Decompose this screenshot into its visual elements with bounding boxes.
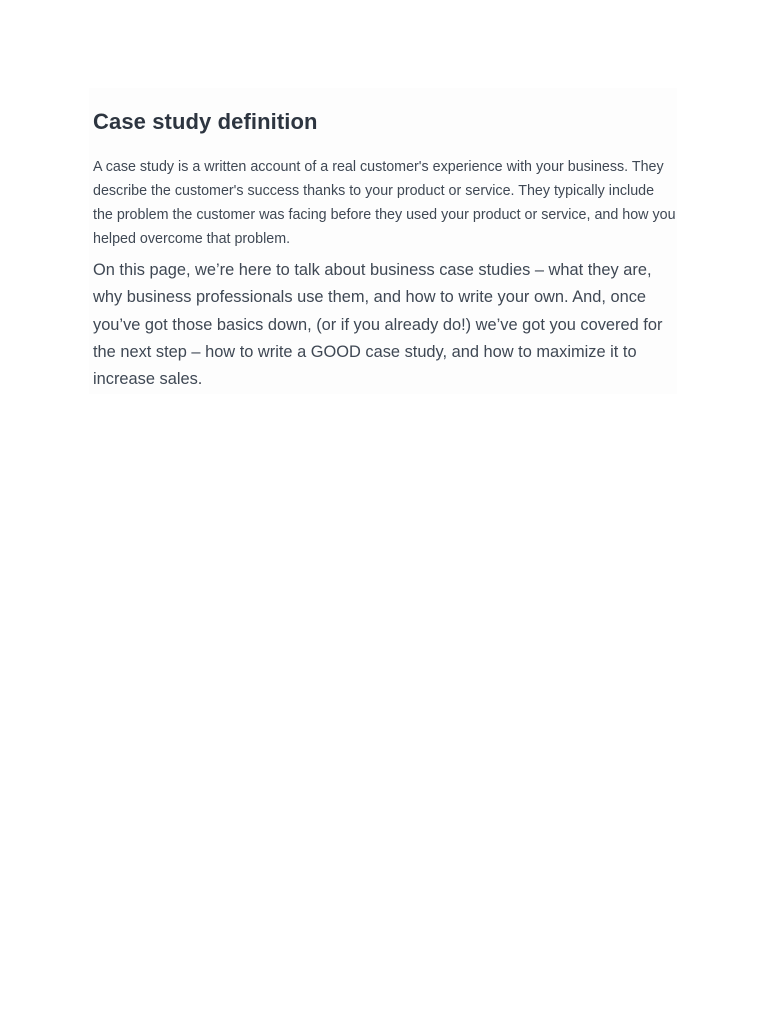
article-content: [89, 88, 677, 394]
definition-paragraph: A case study is a written account of a real customer's experience with your business. They describe the customer's success thanks to your product or service. They typically include the problem the customer was facing before they used your product or service, and how you helped overcome that problem.: [93, 159, 676, 247]
intro-paragraph: On this page, we’re here to talk about business case studies – what they are, why business professionals use them, and how to write your own. And, once you’ve got those basics down, (or if you already do!) we’ve got you covered for the next step – how to write a GOOD case study, and how to maximize it to increase sales.: [93, 261, 663, 389]
section-heading: Case study definition: [93, 109, 318, 134]
